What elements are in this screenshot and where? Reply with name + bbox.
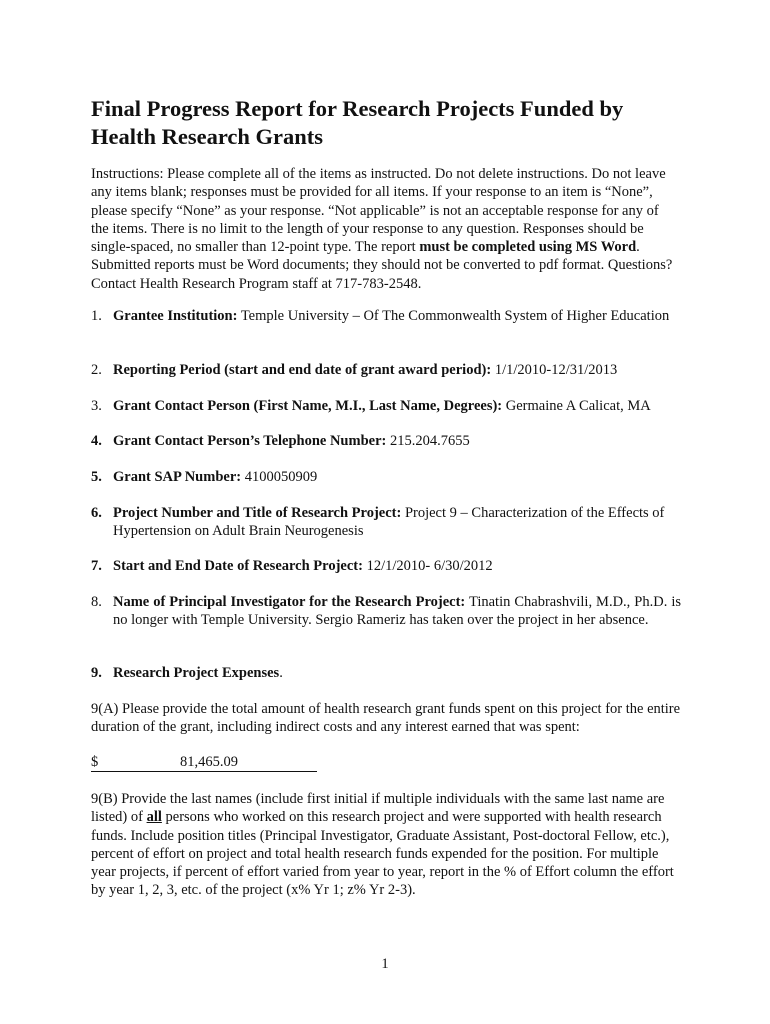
- item-label: Name of Principal Investigator for the Research Project:: [113, 594, 466, 610]
- item-grantee-institution: [91, 307, 681, 325]
- item-contact-telephone: [91, 432, 681, 450]
- item-number: 6.: [91, 505, 102, 521]
- item-project-dates: [91, 557, 681, 575]
- page-title: Final Progress Report for Research Projects Funded by Health Research Grants: [91, 96, 624, 149]
- item-grant-contact-person: [91, 397, 681, 415]
- item-value: Germaine A Calicat, MA: [502, 398, 651, 414]
- item-value: Temple University – Of The Commonwealth System of Higher Education: [237, 308, 670, 324]
- total-amount-field: [91, 754, 317, 772]
- question-9b-text: 9(B) Provide the last names (include first initial if multiple individuals with the same last name are listed) of: [91, 791, 665, 826]
- item-number: 2.: [91, 362, 102, 378]
- item-label: Project Number and Title of Research Project:: [113, 505, 402, 521]
- item-value: Project 9 – Characterization of the Effects of Hypertension on Adult Brain Neurogenesis: [113, 505, 665, 540]
- question-9b-text-end: persons who worked on this research project and were supported with health research funds. Include position titles (Principal Investigator, Graduate Assistant, Post-doctoral Fellow, etc.), percent of effort on project and total health research funds expended for the position. For multiple year projects, if percent of effort varied from year to year, report in the % of Effort column the effort by year 1, 2, 3, etc. of the project (x% Yr 1; z% Yr 2-3).: [91, 809, 674, 899]
- question-9a: 9(A) Please provide the total amount of health research grant funds spent on this project for the entire duration of the grant, including indirect costs and any interest earned that was spent:: [91, 701, 681, 736]
- instructions-paragraph: [91, 165, 679, 293]
- item-project-expenses: [91, 664, 681, 682]
- item-value: 12/1/2010- 6/30/2012: [362, 558, 493, 574]
- instructions-emphasis: must be completed using MS Word: [419, 239, 637, 256]
- item-number: 5.: [91, 469, 102, 485]
- item-label: Grantee Institution:: [113, 308, 238, 324]
- item-value: Tinatin Chabrashvili, M.D., Ph.D. is no longer with Temple University. Sergio Rameriz has taken over the project in her absence.: [113, 594, 681, 629]
- instructions-text-end: . Submitted reports must be Word documents; they should not be converted to pdf format. Questions? Contact Health Research Program staff at 717-783-2548.: [91, 239, 673, 292]
- currency-symbol: $: [91, 754, 99, 770]
- instructions-text: Instructions: Please complete all of the items as instructed. Do not delete instructions. Do not leave any items blank; responses must be provided for all items. If your response to an item is “None”, please specify “None” as your response. “Not applicable” is not an acceptable response for any of the items. There is no limit to the length of your response to any question. Responses should be single-spaced, no smaller than 12-point type. The report: [91, 166, 666, 256]
- item-value: 4100050909: [241, 469, 318, 485]
- item-number: 8.: [91, 594, 102, 610]
- page-number: 1: [381, 956, 389, 972]
- item-label: Grant Contact Person (First Name, M.I., Last Name, Degrees):: [113, 398, 503, 414]
- item-label: Reporting Period (start and end date of grant award period):: [113, 362, 492, 378]
- item-label: Research Project Expenses: [113, 665, 280, 681]
- item-value: 1/1/2010-12/31/2013: [491, 362, 618, 378]
- item-number: 4.: [91, 433, 102, 449]
- item-number: 3.: [91, 398, 102, 414]
- total-amount-value: 81,465.09: [180, 754, 238, 770]
- item-number: 7.: [91, 558, 102, 574]
- item-principal-investigator: [91, 593, 681, 630]
- item-reporting-period: [91, 361, 681, 379]
- item-grant-sap-number: [91, 468, 681, 486]
- item-number: 1.: [91, 308, 102, 324]
- item-value: 215.204.7655: [386, 433, 470, 449]
- item-value: .: [279, 665, 283, 681]
- item-number: 9.: [91, 665, 102, 681]
- item-label: Start and End Date of Research Project:: [113, 558, 363, 574]
- question-9b-emphasis: all: [146, 809, 162, 826]
- item-project-title: [91, 504, 681, 541]
- question-9b: [91, 790, 681, 900]
- item-label: Grant Contact Person’s Telephone Number:: [113, 433, 387, 449]
- item-label: Grant SAP Number:: [113, 469, 242, 485]
